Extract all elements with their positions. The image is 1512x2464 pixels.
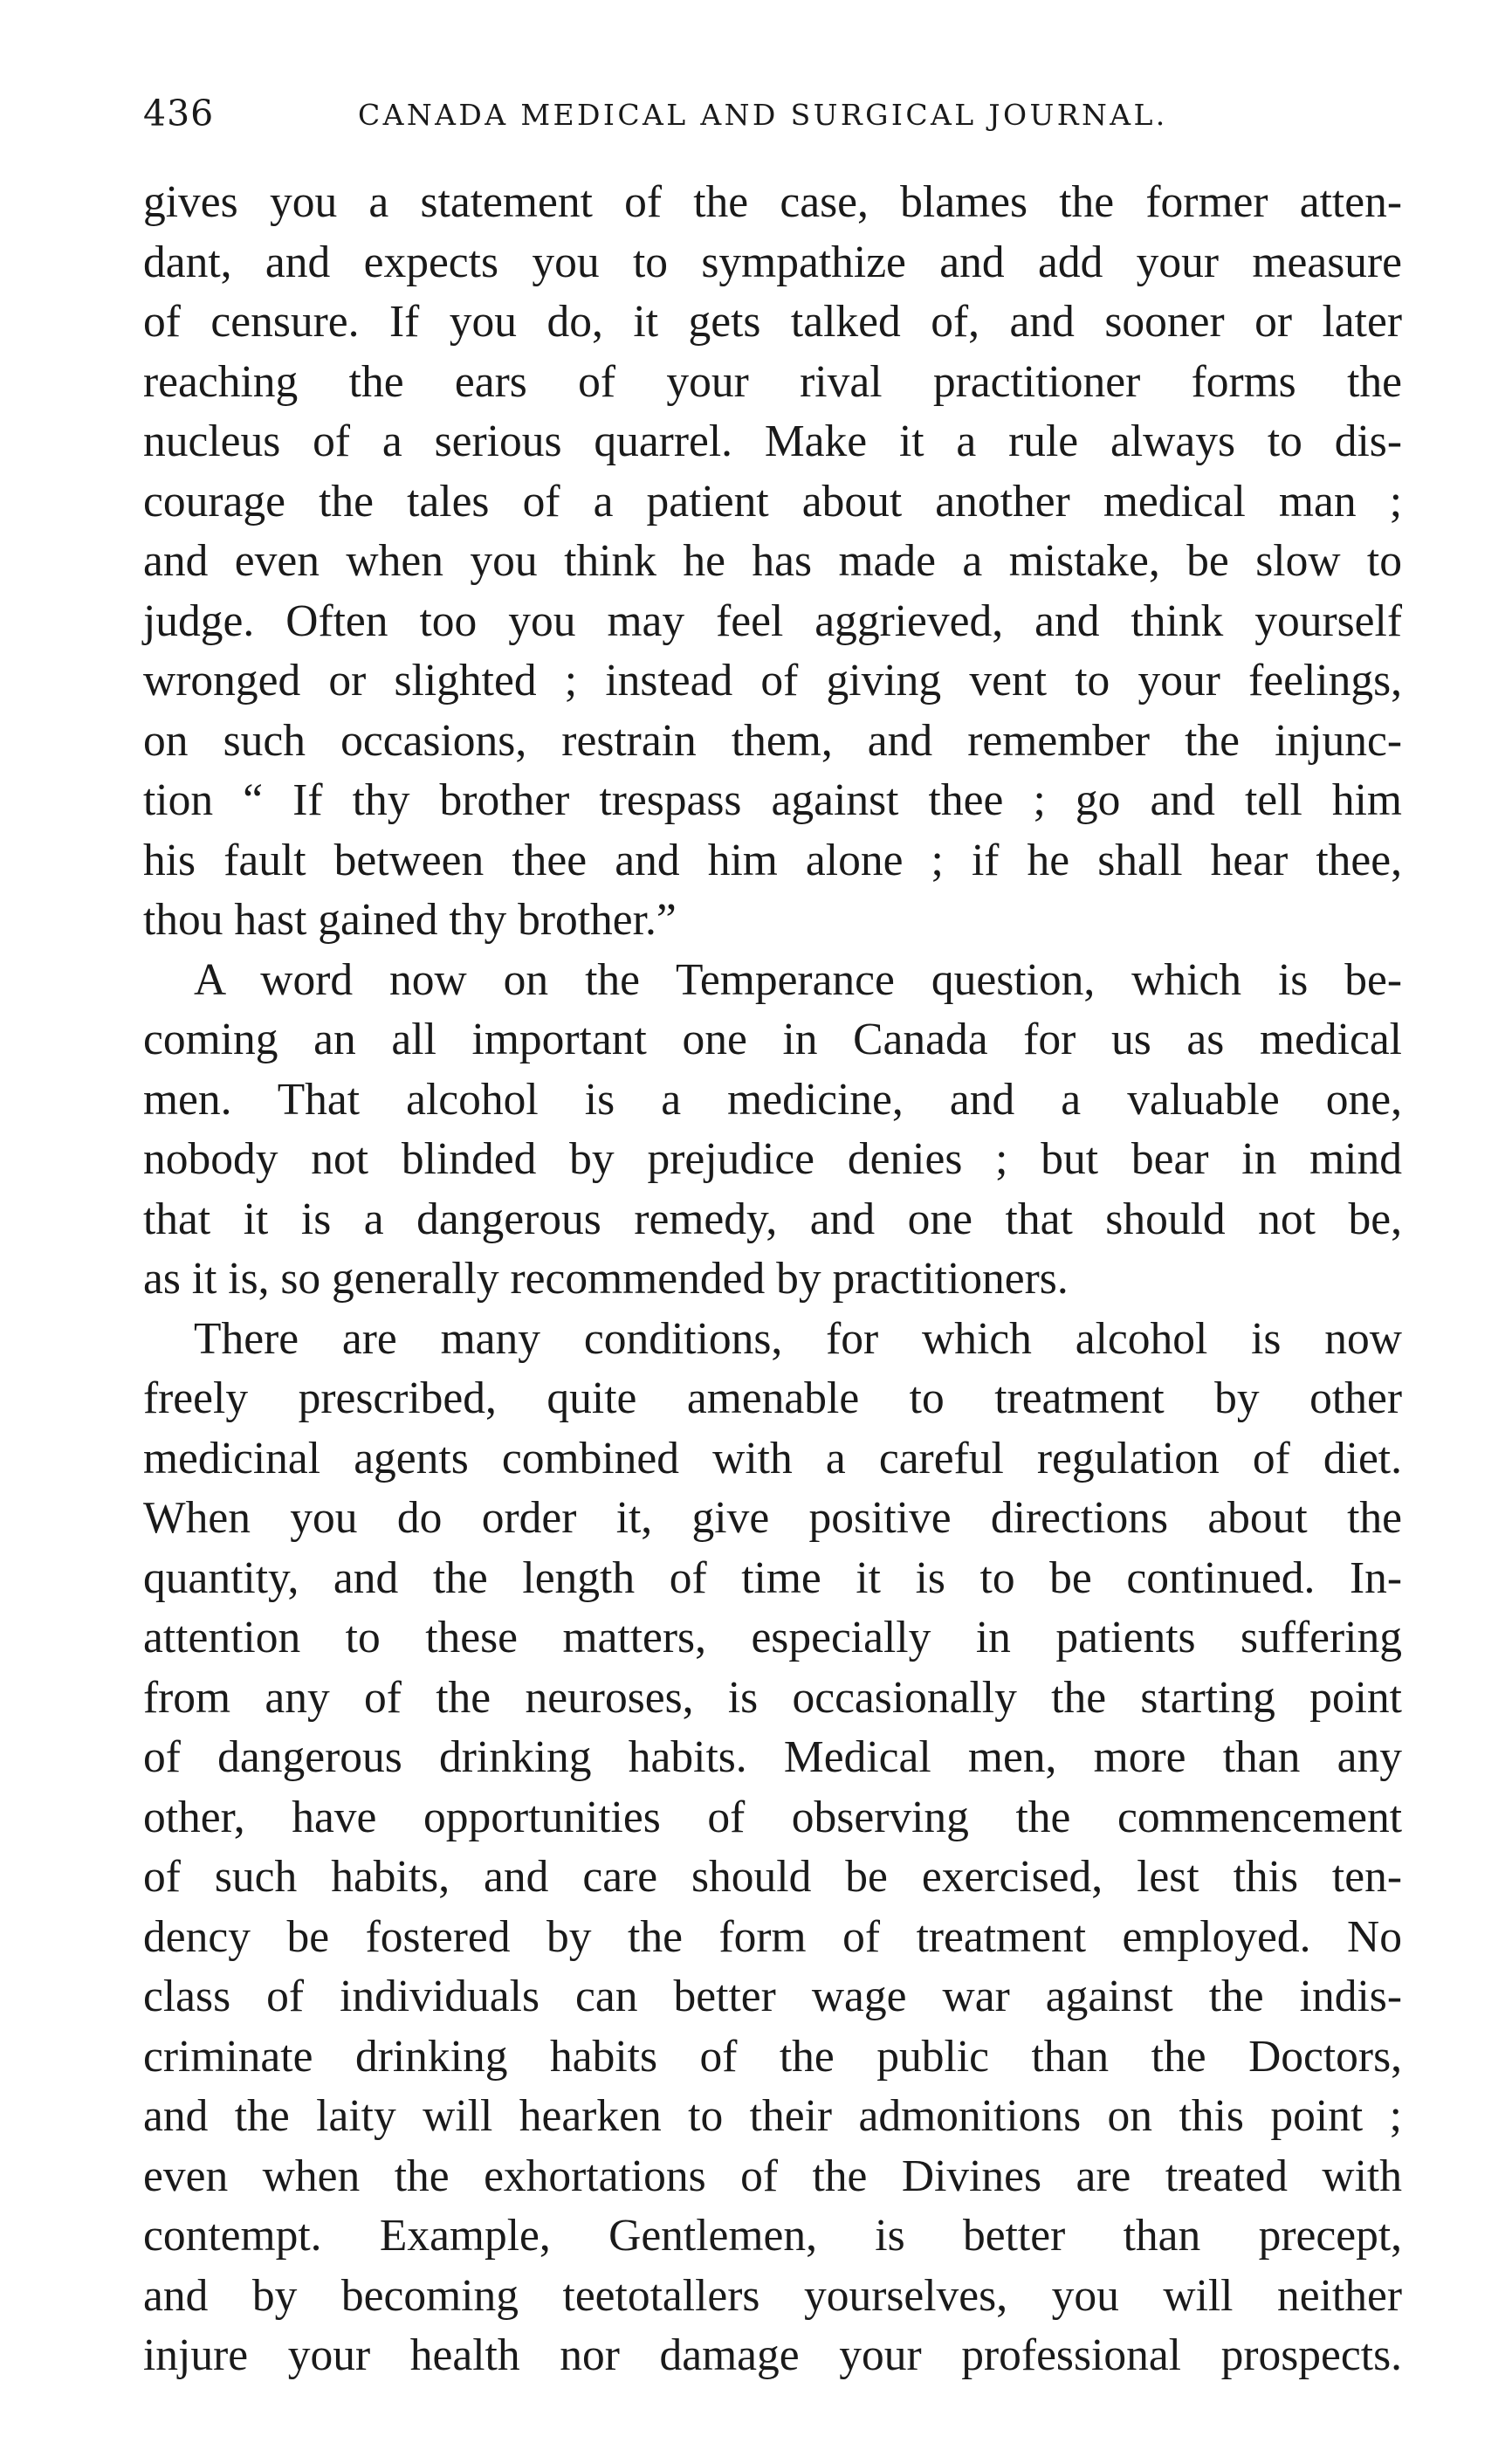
text-line: judge. Often too you may feel aggrieved, and think yourself — [143, 595, 1402, 646]
text-line: his fault between thee and him alone ; if he shall hear thee, — [143, 835, 1402, 885]
text-line: injure your health nor damage your professional prospects. — [143, 2330, 1402, 2380]
text-line: of censure. If you do, it gets talked of, and sooner or later — [143, 297, 1402, 347]
text-line: and by becoming teetotallers yourselves, you will neither — [143, 2270, 1402, 2321]
text-line: tion “ If thy brother trespass against thee ; go and tell him — [143, 775, 1402, 825]
journal-title: CANADA MEDICAL AND SURGICAL JOURNAL. — [358, 98, 1168, 132]
text-line: medicinal agents combined with a careful regulation of diet. — [143, 1433, 1402, 1483]
running-head — [143, 86, 1400, 147]
text-line: freely prescribed, quite amenable to treatment by other — [143, 1373, 1402, 1423]
text-line: from any of the neuroses, is occasionally the starting point — [143, 1672, 1402, 1723]
text-line: There are many conditions, for which alcohol is now — [194, 1313, 1402, 1364]
text-line: of dangerous drinking habits. Medical men, more than any — [143, 1732, 1402, 1782]
text-line: thou hast gained thy brother.” — [143, 895, 677, 945]
paragraph — [143, 173, 1402, 951]
text-line: other, have opportunities of observing the commencement — [143, 1792, 1402, 1842]
text-line: A word now on the Temperance question, which is be- — [194, 954, 1402, 1005]
body-text — [143, 173, 1402, 2386]
text-line: criminate drinking habits of the public than the Doctors, — [143, 2031, 1402, 2082]
text-line: quantity, and the length of time it is to be continued. In- — [143, 1552, 1402, 1603]
text-line: as it is, so generally recommended by practitioners. — [143, 1254, 1069, 1304]
text-line: attention to these matters, especially in patients suffering — [143, 1613, 1402, 1662]
text-line: of such habits, and care should be exercised, lest this ten- — [143, 1852, 1402, 1902]
text-line: dency be fostered by the form of treatment employed. No — [143, 1911, 1402, 1962]
text-line: nobody not blinded by prejudice denies ; but bear in mind — [143, 1134, 1402, 1184]
paragraph — [143, 951, 1402, 1310]
text-line: courage the tales of a patient about another medical man ; — [143, 476, 1402, 527]
text-line: men. That alcohol is a medicine, and a valuable one, — [143, 1074, 1402, 1125]
text-line: contempt. Example, Gentlemen, is better than precept, — [143, 2211, 1402, 2261]
paragraph — [143, 1310, 1402, 2386]
text-line: gives you a statement of the case, blames the former atten- — [143, 177, 1402, 227]
text-line: on such occasions, restrain them, and remember the injunc- — [143, 715, 1402, 766]
text-line: even when the exhortations of the Divines are treated with — [143, 2151, 1402, 2201]
text-line: class of individuals can better wage war against the indis- — [143, 1972, 1402, 2021]
text-line: that it is a dangerous remedy, and one that should not be, — [143, 1194, 1402, 1244]
text-line: and the laity will hearken to their admonitions on this point ; — [143, 2091, 1402, 2141]
text-line: and even when you think he has made a mistake, be slow to — [143, 536, 1402, 586]
text-line: coming an all important one in Canada for us as medical — [143, 1015, 1402, 1064]
page-number: 436 — [143, 93, 215, 134]
text-line: nucleus of a serious quarrel. Make it a rule always to dis- — [143, 416, 1402, 466]
text-line: dant, and expects you to sympathize and add your measure — [143, 237, 1402, 287]
text-line: When you do order it, give positive directions about the — [143, 1493, 1402, 1543]
text-line: reaching the ears of your rival practitioner forms the — [143, 356, 1402, 407]
text-line: wronged or slighted ; instead of giving vent to your feelings, — [143, 656, 1402, 705]
